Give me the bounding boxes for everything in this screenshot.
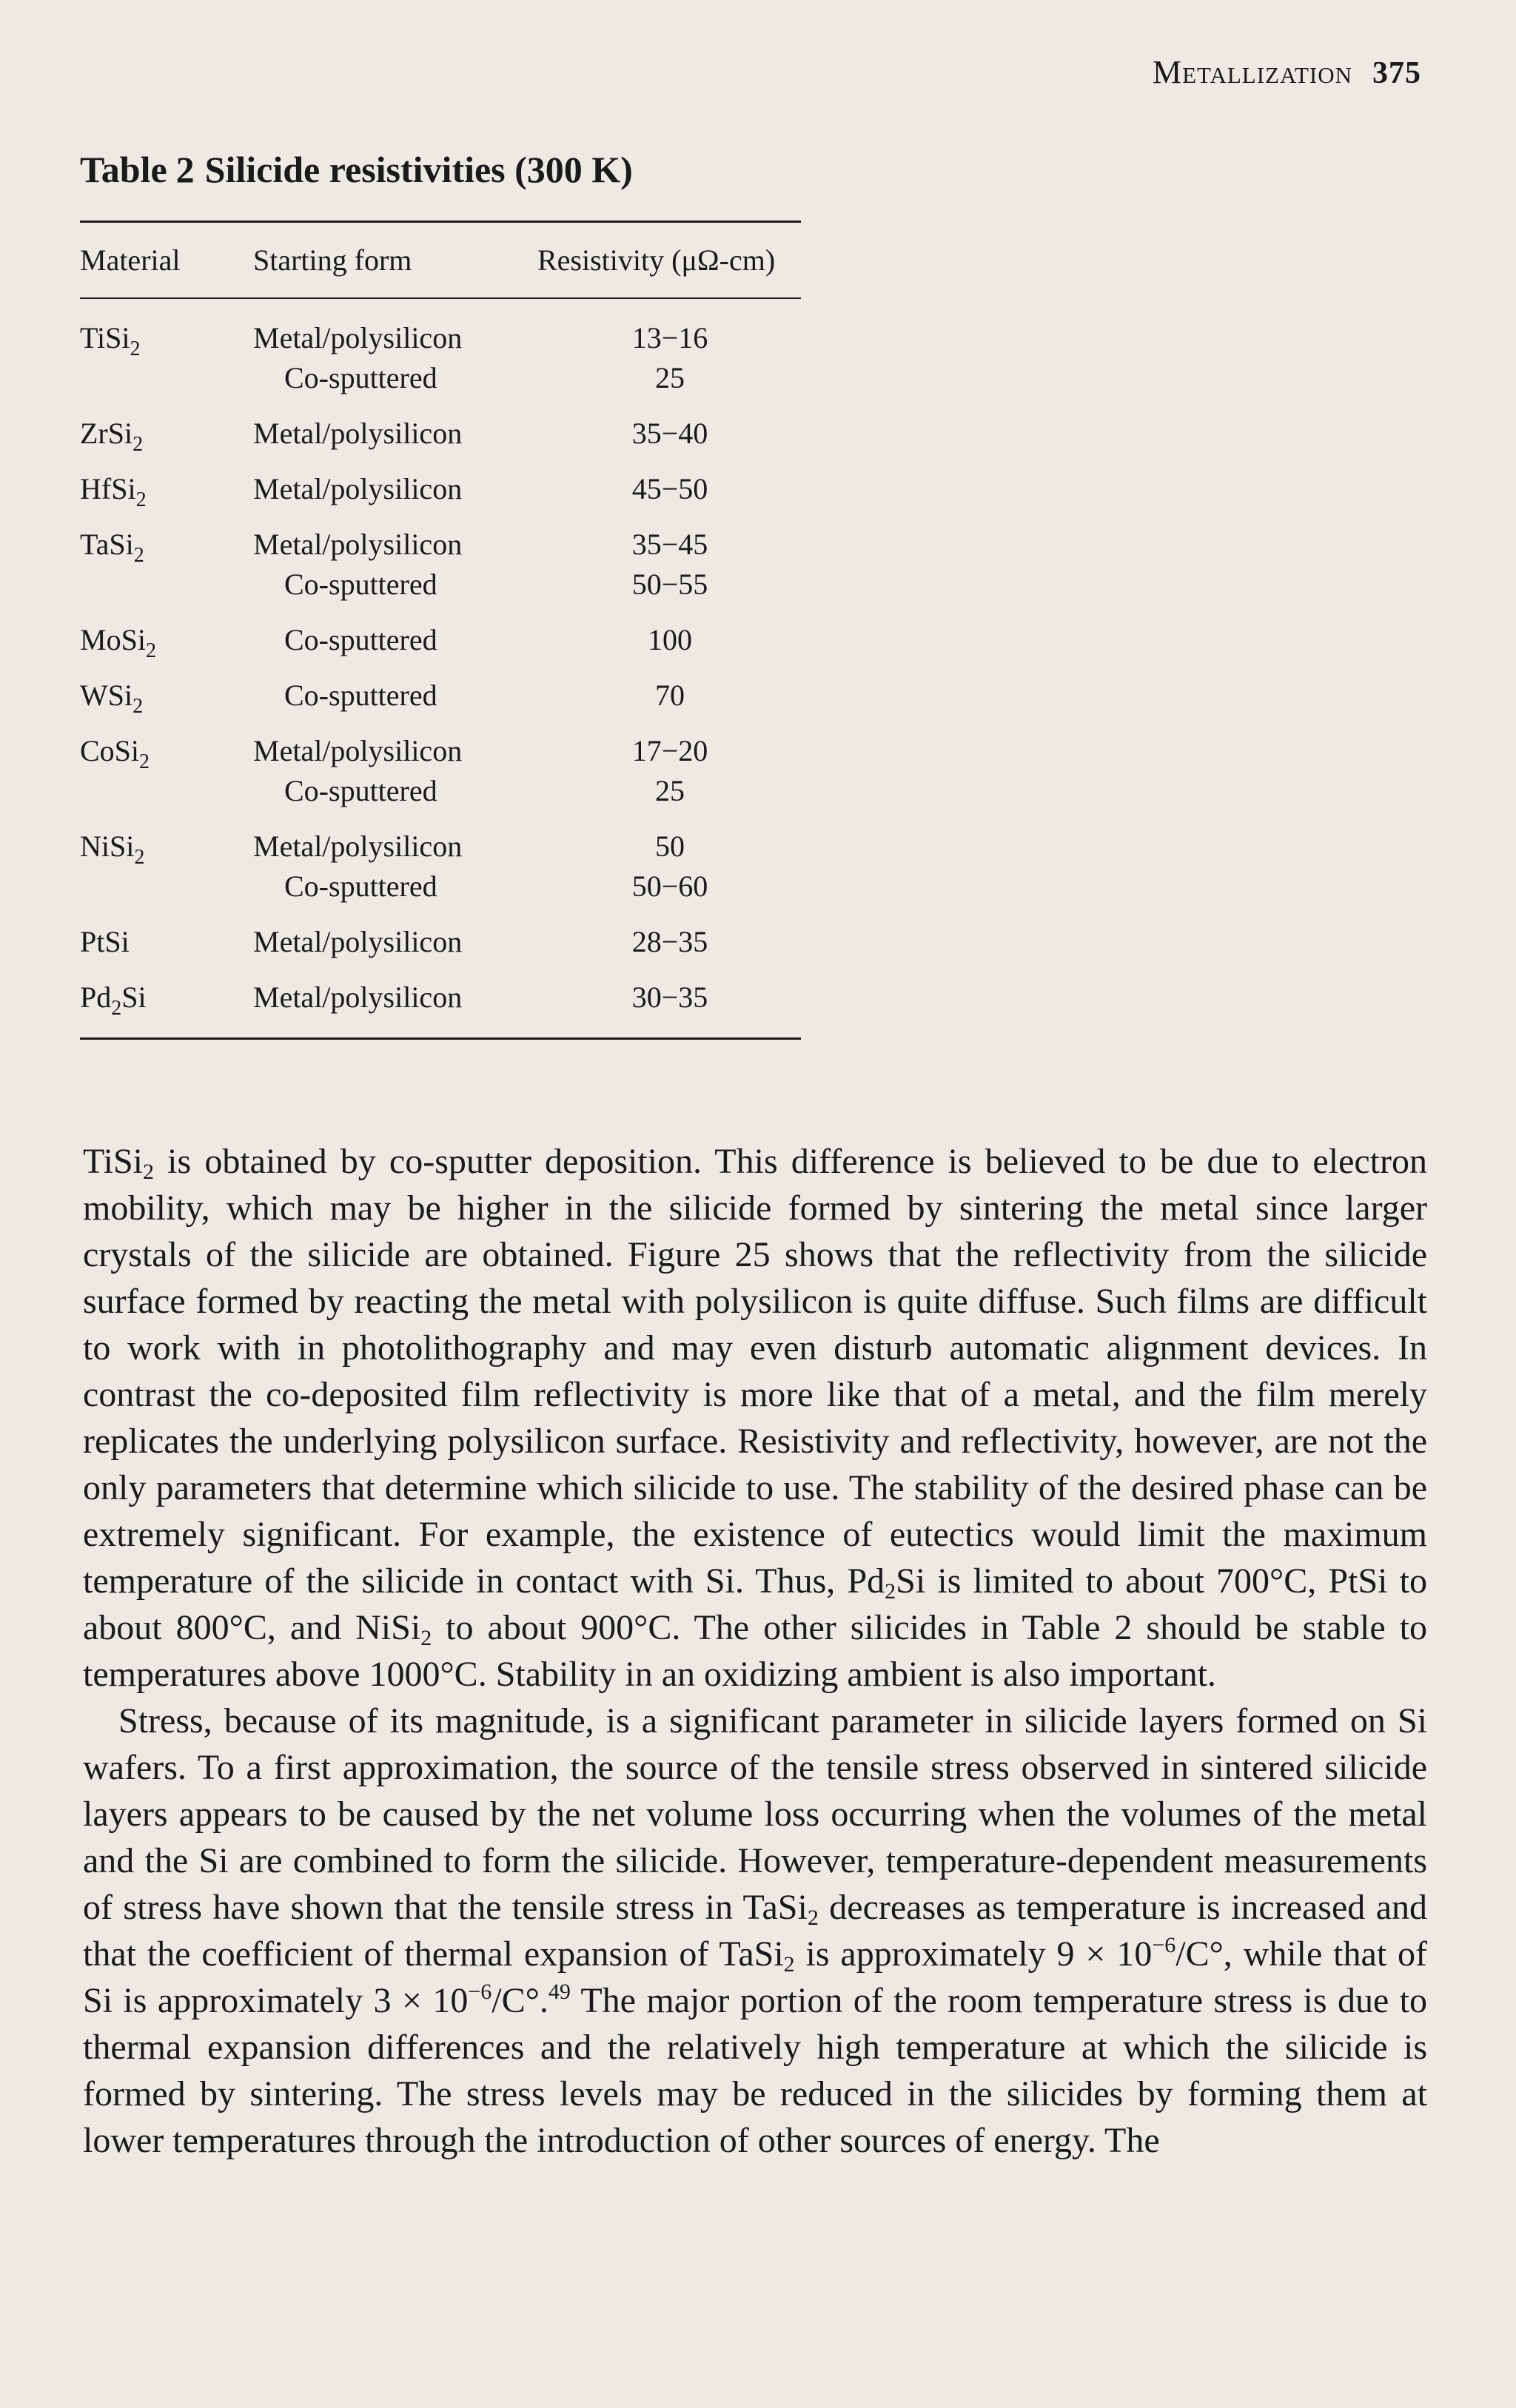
running-head <box>1036 53 1421 91</box>
starting-form-cell: Metal/polysilicon <box>253 830 463 863</box>
starting-form-cell: Metal/polysilicon <box>253 417 463 450</box>
material-name: Pd <box>80 981 112 1014</box>
table-title: Silicide resistivities (300 K) <box>204 149 633 190</box>
material-suffix: Si <box>121 981 147 1014</box>
resistivity-cell: 25 <box>655 361 685 394</box>
column-header-resistivity: Resistivity (μΩ-cm) <box>537 243 776 277</box>
material-cell <box>80 525 144 576</box>
table-row <box>0 978 814 1018</box>
resistivity-cell: 35−40 <box>631 417 708 450</box>
resistivity-cell: 50−60 <box>631 870 708 903</box>
resistivity-cell: 35−45 <box>631 528 708 561</box>
table-bottom-rule <box>80 1037 801 1040</box>
material-cell <box>80 414 143 465</box>
table-number: 2 <box>175 149 195 190</box>
column-header-starting-form: Starting form <box>253 243 412 277</box>
material-subscript: 2 <box>135 488 147 511</box>
table-row <box>0 731 814 811</box>
body-text <box>83 1138 1427 2164</box>
material-name: NiSi <box>80 830 135 863</box>
material-subscript: 2 <box>111 997 122 1020</box>
resistivity-cell: 17−20 <box>631 734 708 767</box>
starting-form-cell: Metal/polysilicon <box>253 925 463 958</box>
starting-form-cell: Metal/polysilicon <box>253 981 463 1014</box>
starting-form-cell: Co-sputtered <box>284 870 437 903</box>
material-name: ZrSi <box>80 417 133 450</box>
table-row <box>0 318 814 398</box>
material-cell <box>80 978 147 1029</box>
material-subscript: 2 <box>133 695 144 718</box>
body-paragraph: TiSi$_2$ is obtained by co-sputter deposition. This difference is believed to be due to electron mobility, which may be higher in the silicide formed by sintering the metal since larger crystals of the silicide are obtained. Figure 25 shows that the reflectivity from the silicide surface formed by reacting the metal with polysilicon is quite diffuse. Such films are difficult to work with in photolithography and may even disturb automatic alignment devices. In contrast the co-deposited film reflectivity is more like that of a metal, and the film merely replicates the underlying polysilicon surface. Resistivity and reflectivity, however, are not the only parameters that determine which silicide to use. The stability of the desired phase can be extremely significant. For example, the existence of eutectics would limit the maximum temperature of the silicide in contact with Si. Thus, $Pd_2Si$ is limited to about 700°C, PtSi to about 800°C, and NiSi$_2$ to about 900°C. The other silicides in Table 2 should be stable to temperatures above 1000°C. Stability in an oxidizing ambient is also important. <box>83 1142 1428 1694</box>
starting-form-cell: Metal/polysilicon <box>253 734 463 767</box>
resistivity-cell: 30−35 <box>631 981 708 1014</box>
column-header-material: Material <box>80 243 181 277</box>
table-label: Table <box>80 149 167 190</box>
starting-form-cell: Metal/polysilicon <box>253 528 463 561</box>
resistivity-cell: 25 <box>655 774 685 807</box>
resistivity-cell: 50−55 <box>631 568 708 601</box>
section-title: Metallization <box>1152 54 1352 90</box>
material-cell <box>80 620 156 671</box>
material-name: WSi <box>80 679 133 712</box>
material-cell <box>80 676 143 727</box>
starting-form-cell: Metal/polysilicon <box>253 321 463 354</box>
starting-form-cell: Co-sputtered <box>284 774 437 807</box>
material-cell <box>80 827 144 878</box>
table-row <box>0 469 814 509</box>
resistivity-cell: 70 <box>655 679 685 712</box>
table-row <box>0 620 814 660</box>
page-number: 375 <box>1372 56 1421 90</box>
starting-form-cell: Co-sputtered <box>284 679 437 712</box>
resistivity-cell: 50 <box>655 830 685 863</box>
table-row <box>0 525 814 605</box>
material-name: MoSi <box>80 623 146 656</box>
starting-form-cell: Co-sputtered <box>284 568 437 601</box>
material-subscript: 2 <box>130 337 141 360</box>
table-caption <box>80 148 633 191</box>
table-row <box>0 676 814 716</box>
table-row <box>0 922 814 962</box>
material-name: TaSi <box>80 528 134 561</box>
material-name: TiSi <box>80 321 130 354</box>
material-subscript: 2 <box>134 846 145 869</box>
table-header-rule <box>80 297 801 299</box>
material-name: PtSi <box>80 925 130 958</box>
resistivity-cell: 100 <box>648 623 692 656</box>
material-cell <box>80 922 130 962</box>
body-paragraph: Stress, because of its magnitude, is a significant parameter in silicide layers formed on Si wafers. To a first approximation, the source of the tensile stress observed in sintered silicide layers appears to be caused by the net volume loss occurring when the volumes of the metal and the Si are combined to form the silicide. However, temperature-dependent measurements of stress have shown that the tensile stress in TaSi$_2$ decreases as temperature is increased and that the coefficient of thermal expansion of TaSi$_2$ is approximately $9 \times 10^{-6}/C^\circ$, while that of Si is approximately $3 \times 10^{-6}/C^\circ.^{49}$ The major portion of the room temperature stress is due to thermal expansion differences and the relatively high temperature at which the silicide is formed by sintering. The stress levels may be reduced in the silicides by forming them at lower temperatures through the introduction of other sources of energy. The <box>83 1701 1428 2160</box>
material-cell <box>80 318 141 369</box>
starting-form-cell: Co-sputtered <box>284 623 437 656</box>
material-name: CoSi <box>80 734 140 767</box>
table-row <box>0 414 814 454</box>
resistivity-cell: 13−16 <box>631 321 708 354</box>
material-subscript: 2 <box>133 433 144 456</box>
material-subscript: 2 <box>139 750 150 773</box>
material-cell <box>80 731 150 782</box>
material-subscript: 2 <box>145 639 156 662</box>
material-name: HfSi <box>80 472 136 505</box>
table-row <box>0 827 814 907</box>
resistivity-cell: 45−50 <box>631 472 708 505</box>
table-top-rule <box>80 221 801 223</box>
resistivity-cell: 28−35 <box>631 925 708 958</box>
material-subscript: 2 <box>133 544 144 567</box>
starting-form-cell: Co-sputtered <box>284 361 437 394</box>
starting-form-cell: Metal/polysilicon <box>253 472 463 505</box>
material-cell <box>80 469 147 520</box>
